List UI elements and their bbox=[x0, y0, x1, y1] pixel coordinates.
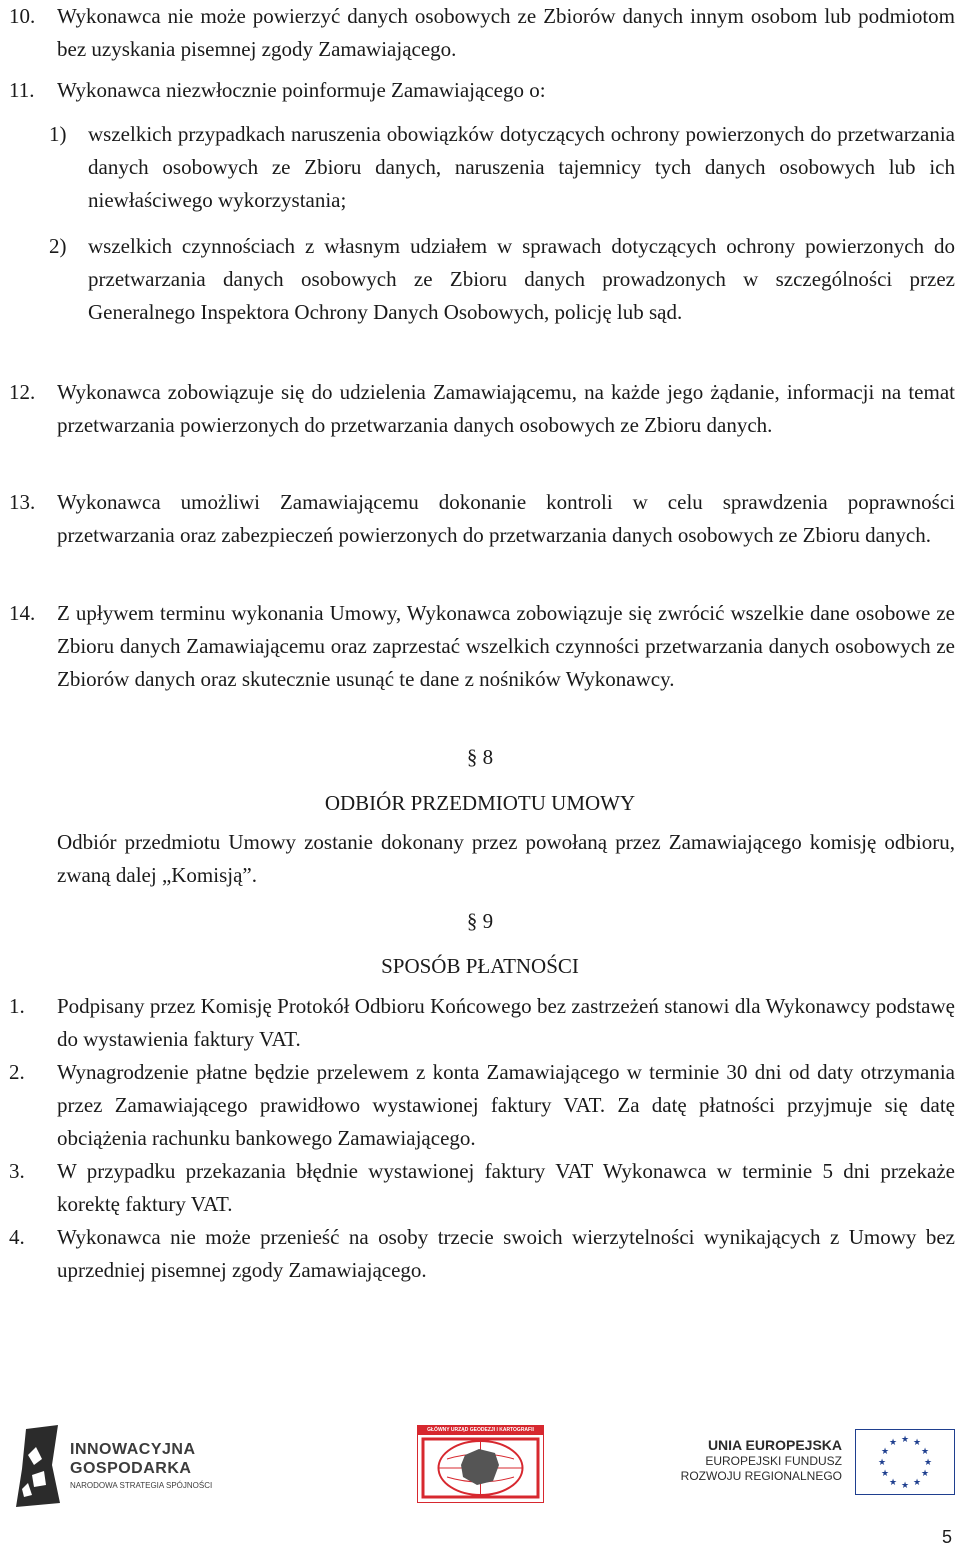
list-number: 12. bbox=[9, 380, 36, 404]
list-number: 14. bbox=[9, 601, 36, 625]
ig-line3: NARODOWA STRATEGIA SPÓJNOŚCI bbox=[70, 1481, 213, 1490]
svg-text:★: ★ bbox=[880, 1468, 890, 1478]
ig-line1: INNOWACYJNA bbox=[70, 1441, 196, 1458]
list-item-12 bbox=[0, 376, 955, 442]
eu-line3: ROZWOJU REGIONALNEGO bbox=[680, 1469, 842, 1483]
svg-text:★: ★ bbox=[900, 1480, 910, 1490]
list-number: 11. bbox=[9, 78, 35, 102]
list-text: Wykonawca nie może przenieść na osoby trzecie swoich wierzytelności wynikających z Umowy bez uprzedniej pisemnej zgody Zamawiającego. bbox=[57, 1225, 955, 1282]
list-text: W przypadku przekazania błędnie wystawionej faktury VAT Wykonawca w terminie 5 dni przekaże korektę faktury VAT. bbox=[57, 1159, 955, 1216]
payment-item-4 bbox=[0, 1221, 955, 1287]
sub-text: wszelkich czynnościach z własnym udziałem w sprawach dotyczących ochrony powierzonych do przetwarzania danych osobowych ze Zbioru danych prowadzonych w szczególności przez Generalnego Inspektora Ochrony Danych Osobowych, policję lub sąd. bbox=[88, 234, 955, 324]
list-text: Wynagrodzenie płatne będzie przelewem z konta Zamawiającego w terminie 30 dni od daty otrzymania przez Zamawiającego prawidłowo wystawionej faktury VAT. Za datę płatności przyjmuje się datę obciążenia rachunku bankowego Zamawiającego. bbox=[57, 1060, 955, 1150]
svg-text:★: ★ bbox=[920, 1446, 930, 1456]
footer-logos bbox=[0, 1395, 960, 1505]
innowacyjna-gospodarka-logo bbox=[0, 1395, 240, 1505]
sub-number: 1) bbox=[49, 122, 67, 146]
section-9-mark: § 9 bbox=[466, 909, 494, 933]
list-number: 2. bbox=[9, 1060, 25, 1084]
svg-text:★: ★ bbox=[923, 1457, 933, 1467]
page-number: 5 bbox=[941, 1527, 952, 1547]
list-text: Wykonawca umożliwi Zamawiającemu dokonanie kontroli w celu sprawdzenia poprawności przetwarzania oraz zabezpieczeń powierzonych do przetwarzania danych osobowych ze Zbioru danych. bbox=[57, 490, 955, 547]
list-text: Wykonawca nie może powierzyć danych osobowych ze Zbiorów danych innym osobom lub podmiotom bez uzyskania pisemnej zgody Zamawiającego. bbox=[57, 4, 955, 61]
list-number: 10. bbox=[9, 4, 36, 28]
list-number: 3. bbox=[9, 1159, 25, 1183]
list-number: 4. bbox=[9, 1225, 25, 1249]
payment-item-2 bbox=[0, 1056, 955, 1155]
eu-logo bbox=[680, 1425, 955, 1503]
svg-text:★: ★ bbox=[900, 1434, 910, 1444]
sub-item-1 bbox=[0, 118, 955, 217]
svg-text:★: ★ bbox=[877, 1457, 887, 1467]
list-text: Z upływem terminu wykonania Umowy, Wykonawca zobowiązuje się zwrócić wszelkie dane osobowe ze Zbioru danych Zamawiającemu oraz zaprzestać wszelkich czynności przetwarzania danych osobowych ze Zbiorów danych oraz skutecznie usunąć te dane z nośników Wykonawcy. bbox=[57, 601, 955, 691]
payment-item-1 bbox=[0, 990, 955, 1056]
svg-text:★: ★ bbox=[912, 1477, 922, 1487]
eu-line2: EUROPEJSKI FUNDUSZ bbox=[705, 1454, 842, 1468]
svg-text:★: ★ bbox=[880, 1446, 890, 1456]
eu-flag-icon bbox=[855, 1429, 955, 1495]
section-8-mark: § 8 bbox=[466, 745, 494, 769]
list-number: 1. bbox=[9, 994, 25, 1018]
svg-text:★: ★ bbox=[888, 1437, 898, 1447]
gugik-map-icon bbox=[417, 1425, 544, 1503]
ig-line2: GOSPODARKA bbox=[70, 1460, 192, 1477]
sub-text: wszelkich przypadkach naruszenia obowiązków dotyczących ochrony powierzonych do przetwarzania danych osobowych ze Zbioru danych, naruszenia tajemnicy tych danych osobowych lub ich niewłaściwego wykorzystania; bbox=[88, 122, 955, 212]
sub-number: 2) bbox=[49, 234, 67, 258]
eu-line1: UNIA EUROPEJSKA bbox=[707, 1437, 842, 1453]
list-text: Wykonawca niezwłocznie poinformuje Zamawiającego o: bbox=[57, 78, 546, 102]
section-8-title: ODBIÓR PRZEDMIOTU UMOWY bbox=[324, 791, 636, 815]
section-8-text: Odbiór przedmiotu Umowy zostanie dokonany przez powołaną przez Zamawiającego komisję odbioru, zwaną dalej „Komisją”. bbox=[57, 830, 955, 887]
svg-text:★: ★ bbox=[888, 1477, 898, 1487]
list-item-14 bbox=[0, 597, 955, 696]
list-item-11 bbox=[0, 74, 955, 107]
payment-item-3 bbox=[0, 1155, 955, 1221]
list-text: Podpisany przez Komisję Protokół Odbioru Końcowego bez zastrzeżeń stanowi dla Wykonawcy podstawę do wystawienia faktury VAT. bbox=[57, 994, 955, 1051]
sub-item-2 bbox=[0, 230, 955, 329]
section-9-title: SPOSÓB PŁATNOŚCI bbox=[381, 954, 579, 978]
svg-text:★: ★ bbox=[920, 1468, 930, 1478]
list-item-13 bbox=[0, 486, 955, 552]
gugik-caption: GŁÓWNY URZĄD GEODEZJI I KARTOGRAFII bbox=[427, 1427, 534, 1433]
innowacyjna-gospodarka-emblem-icon bbox=[8, 1425, 64, 1509]
list-number: 13. bbox=[9, 490, 36, 514]
gugik-logo bbox=[417, 1425, 544, 1503]
list-item-10 bbox=[0, 0, 955, 66]
svg-text:★: ★ bbox=[912, 1437, 922, 1447]
list-text: Wykonawca zobowiązuje się do udzielenia Zamawiającemu, na każde jego żądanie, informacji na temat przetwarzania powierzonych do przetwarzania danych osobowych ze Zbioru danych. bbox=[57, 380, 955, 437]
